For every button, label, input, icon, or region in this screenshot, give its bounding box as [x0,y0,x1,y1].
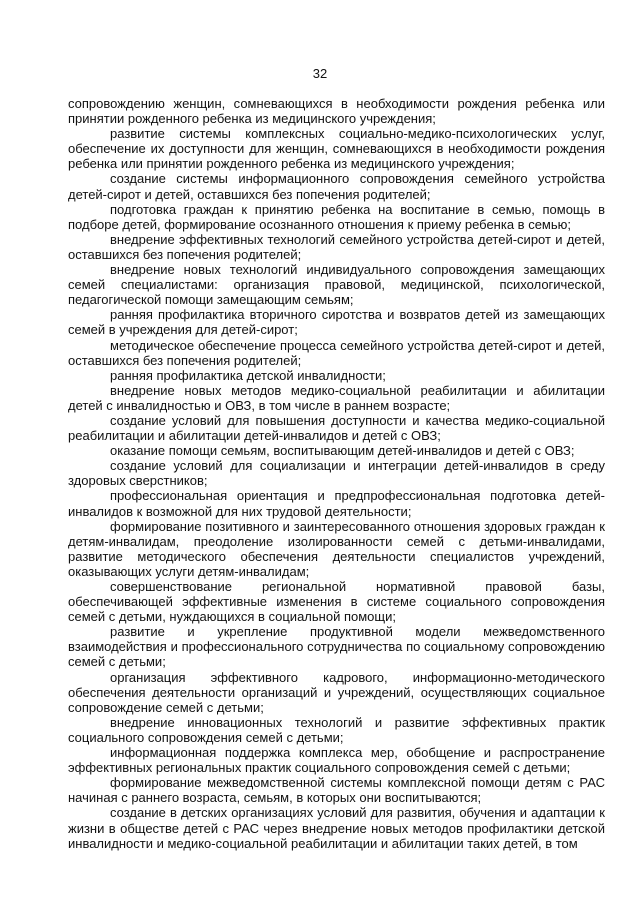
paragraph: создание в детских организациях условий для развития, обучения и адаптации к жизни в обществе детей с РАС через внедрение новых методов профилактики детской инвалидности и медико-социальной реабилитации и абилитации таких детей, в том [68,805,605,851]
paragraph: методическое обеспечение процесса семейного устройства детей-сирот и детей, оставшихся без попечения родителей; [68,337,605,368]
paragraph: формирование межведомственной системы комплексной помощи детям с РАС начиная с раннего возраста, семьям, в которых они воспитываются; [68,775,605,806]
paragraph: развитие и укрепление продуктивной модели межведомственного взаимодействия и профессионального сотрудничества по социальному сопровождению семей с детьми; [68,624,605,670]
paragraph: внедрение эффективных технологий семейного устройства детей-сирот и детей, оставшихся без попечения родителей; [68,231,605,262]
paragraph: создание условий для социализации и интеграции детей-инвалидов в среду здоровых сверстников; [68,458,605,489]
paragraph: профессиональная ориентация и предпрофессиональная подготовка детей-инвалидов к возможной для них трудовой деятельности; [68,488,605,519]
paragraph: информационная поддержка комплекса мер, обобщение и распространение эффективных региональных практик социального сопровождения семей с детьми; [68,745,605,776]
paragraph: внедрение новых технологий индивидуального сопровождения замещающих семей специалистами: организация правовой, медицинской, психологической, педагогической помощи замещающим семьям; [68,262,605,308]
paragraph: оказание помощи семьям, воспитывающим детей-инвалидов и детей с ОВЗ; [110,443,575,459]
paragraph: сопровождению женщин, сомневающихся в необходимости рождения ребенка или принятии рожденного ребенка из медицинского учреждения; [68,96,605,127]
paragraph: создание системы информационного сопровождения семейного устройства детей-сирот и детей, оставшихся без попечения родителей; [68,171,605,202]
paragraph: внедрение инновационных технологий и развитие эффективных практик социального сопровождения семей с детьми; [68,714,605,745]
paragraph: создание условий для повышения доступности и качества медико-социальной реабилитации и абилитации детей-инвалидов и детей с ОВЗ; [68,412,605,444]
paragraph: подготовка граждан к принятию ребенка на воспитание в семью, помощь в подборе детей, формирование осознанного отношения к приему ребенка в семью; [68,201,605,232]
paragraph: развитие системы комплексных социально-медико-психологических услуг, обеспечение их доступности для женщин, сомневающихся в необходимости рождения ребенка или принятии рожденного ребенка из медицинского учреждения; [68,126,605,172]
paragraph: формирование позитивного и заинтересованного отношения здоровых граждан к детям-инвалидам, преодоление изолированности семей с детьми-инвалидами, развитие методического обеспечения деятельности специалистов учреждений, оказывающих услуги детям-инвалидам; [68,518,605,579]
page-number: 32 [312,66,328,81]
paragraph: внедрение новых методов медико-социальной реабилитации и абилитации детей с инвалидностью и ОВЗ, в том числе в раннем возрасте; [68,382,605,413]
paragraph: ранняя профилактика детской инвалидности; [110,367,386,383]
paragraph: совершенствование региональной нормативной правовой базы, обеспечивающей эффективные изменения в системе социального сопровождения семей с детьми, нуждающихся в социальной помощи; [68,579,605,625]
paragraph: ранняя профилактика вторичного сиротства и возвратов детей из замещающих семей в учреждения для детей-сирот; [68,307,605,338]
paragraph: организация эффективного кадрового, информационно-методического обеспечения деятельности организаций и учреждений, осуществляющих социальное сопровождение семей с детьми; [68,669,605,715]
document-body [68,96,605,851]
